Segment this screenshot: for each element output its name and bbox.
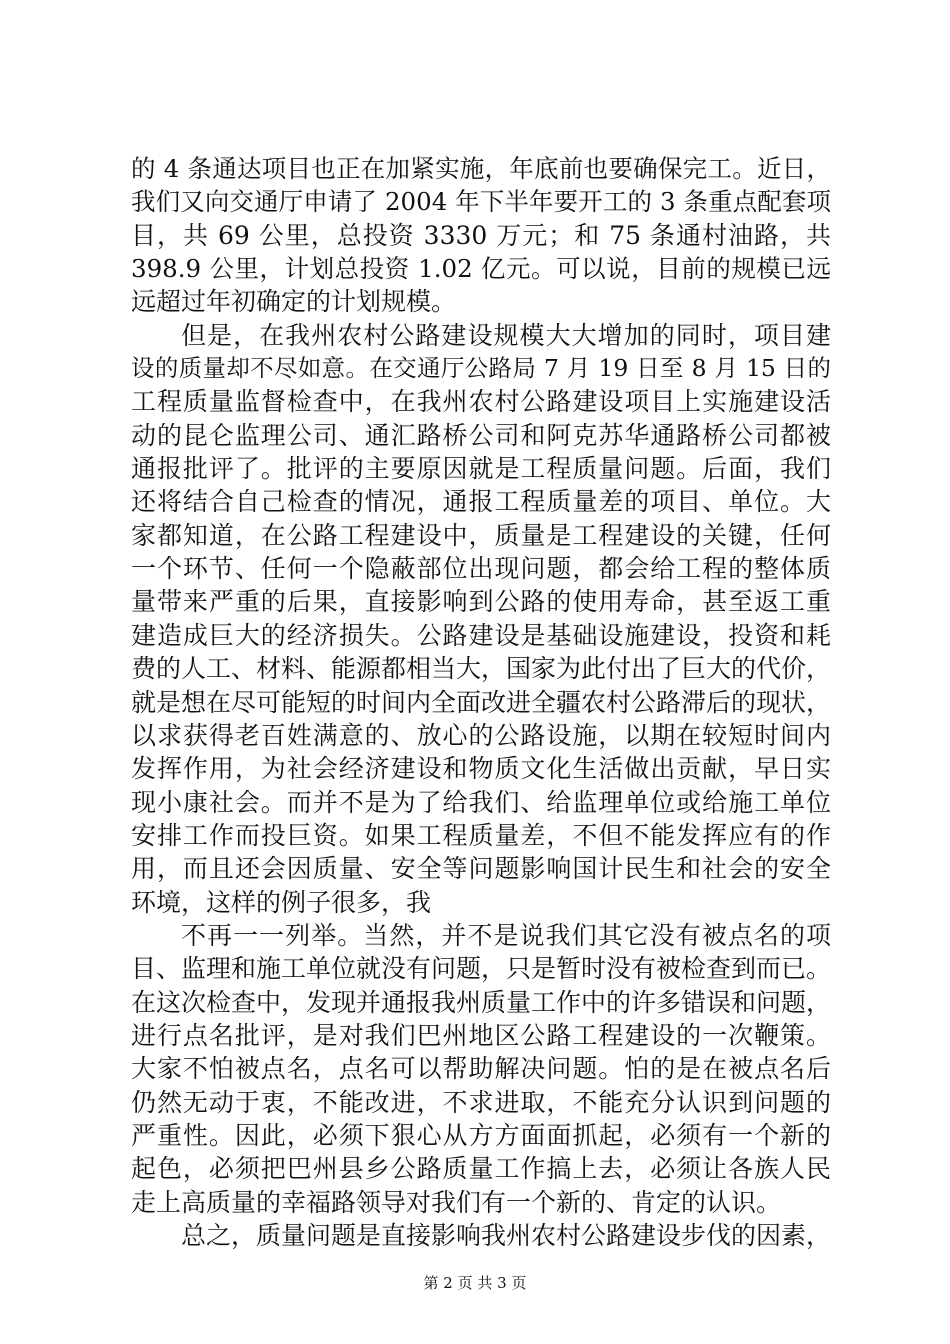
- text-line: 仍然无动于衷，不能改进，不求进取，不能充分认识到问题的: [131, 1087, 831, 1117]
- paragraph-first-line: 但是，在我州农村公路建设规模大大增加的同时，项目建: [181, 320, 831, 350]
- text-line: 通报批评了。批评的主要原因就是工程质量问题。后面，我们: [131, 454, 831, 484]
- text-line: 在这次检查中，发现并通报我州质量工作中的许多错误和问题，: [131, 987, 832, 1017]
- text-line: 用，而且还会因质量、安全等问题影响国计民生和社会的安全: [131, 854, 831, 884]
- text-line: 现小康社会。而并不是为了给我们、给监理单位或给施工单位: [131, 787, 831, 817]
- text-line: 动的昆仑监理公司、通汇路桥公司和阿克苏华通路桥公司都被: [131, 420, 831, 450]
- text-line: 建造成巨大的经济损失。公路建设是基础设施建设，投资和耗: [131, 620, 831, 650]
- text-line: 的 4 条通达项目也正在加紧实施，年底前也要确保完工。近日，: [131, 154, 831, 183]
- text-line: 安排工作而投巨资。如果工程质量差，不但不能发挥应有的作: [131, 820, 831, 850]
- text-line: 我们又向交通厅申请了 2004 年下半年要开工的 3 条重点配套项: [131, 187, 831, 217]
- text-line: 一个环节、任何一个隐蔽部位出现问题，都会给工程的整体质: [131, 554, 831, 584]
- text-line: 大家不怕被点名，点名可以帮助解决问题。怕的是在被点名后: [131, 1054, 831, 1084]
- text-line: 发挥作用，为社会经济建设和物质文化生活做出贡献，早日实: [131, 754, 831, 784]
- text-line: 还将结合自己检查的情况，通报工程质量差的项目、单位。大: [131, 487, 831, 517]
- text-line: 严重性。因此，必须下狠心从方方面面抓起，必须有一个新的: [131, 1120, 831, 1150]
- text-line: 量带来严重的后果，直接影响到公路的使用寿命，甚至返工重: [131, 587, 831, 617]
- paragraph-first-line: 总之，质量问题是直接影响我州农村公路建设步伐的因素，: [181, 1221, 832, 1250]
- text-line: 工程质量监督检查中，在我州农村公路建设项目上实施建设活: [131, 387, 831, 417]
- page-number-footer: 第 2 页 共 3 页: [423, 1274, 527, 1292]
- text-line: 走上高质量的幸福路领导对我们有一个新的、肯定的认识。: [131, 1187, 782, 1217]
- text-line: 就是想在尽可能短的时间内全面改进全疆农村公路滞后的现状，: [131, 687, 832, 717]
- text-line: 以求获得老百姓满意的、放心的公路设施，以期在较短时间内: [131, 720, 831, 750]
- text-line: 起色，必须把巴州县乡公路质量工作搞上去，必须让各族人民: [131, 1154, 831, 1184]
- text-line: 家都知道，在公路工程建设中，质量是工程建设的关键，任何: [131, 520, 831, 550]
- document-body: [131, 152, 831, 1252]
- text-line: 远超过年初确定的计划规模。: [131, 287, 457, 317]
- text-line: 目、监理和施工单位就没有问题，只是暂时没有被检查到而已。: [131, 954, 832, 984]
- text-line: 目，共 69 公里，总投资 3330 万元；和 75 条通村油路，共: [131, 220, 831, 250]
- paragraph-first-line: 不再一一列举。当然，并不是说我们其它没有被点名的项: [181, 920, 831, 950]
- text-line: 设的质量却不尽如意。在交通厅公路局 7 月 19 日至 8 月 15 日的: [131, 354, 831, 383]
- text-line: 费的人工、材料、能源都相当大，国家为此付出了巨大的代价，: [131, 654, 832, 684]
- text-line: 环境，这样的例子很多，我: [131, 887, 432, 917]
- text-line: 398.9 公里，计划总投资 1.02 亿元。可以说，目前的规模已远: [131, 254, 831, 284]
- text-line: 进行点名批评，是对我们巴州地区公路工程建设的一次鞭策。: [131, 1020, 831, 1050]
